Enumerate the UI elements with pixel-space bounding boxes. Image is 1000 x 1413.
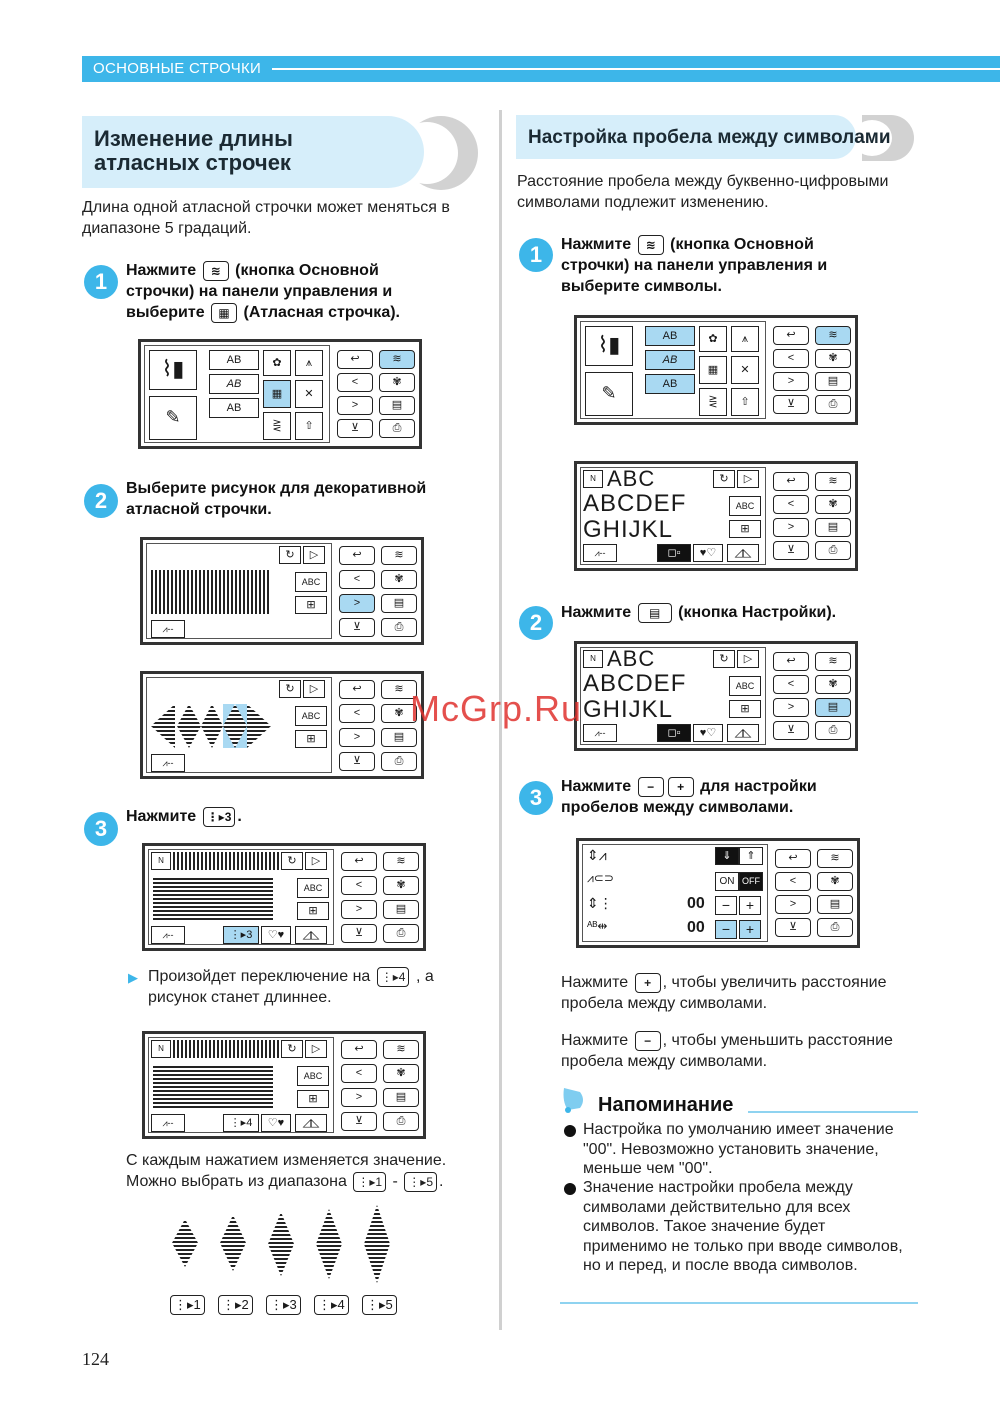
text-preview[interactable]: ABC (295, 572, 327, 592)
width-value: 00 (687, 895, 705, 912)
mirror-icon[interactable]: ▷ (303, 680, 325, 698)
title-line-1: Изменение длины (94, 126, 293, 151)
step-number-2: 2 (84, 484, 118, 518)
help-button[interactable]: ⎙ (381, 618, 417, 637)
plus-note-text-a: Нажмите (561, 974, 629, 991)
memory-button[interactable]: ⊻ (341, 924, 377, 943)
title-line-2: атласных строчек (94, 150, 291, 175)
char-row-1[interactable]: ABC (607, 466, 656, 491)
return-button[interactable]: ↩ (339, 680, 375, 699)
left-intro: Длина одной атласной строчки может меняться в диапазоне 5 градаций. (82, 199, 450, 237)
step3-text-a: Нажмите (126, 808, 197, 825)
satin-diamond-length-3 (268, 1212, 294, 1276)
mirror-icon[interactable]: ▷ (737, 650, 759, 668)
r-step1-text-a: Нажмите (561, 236, 632, 253)
memory-stitch-icon[interactable]: ⇧ (731, 388, 759, 416)
bullet-dot-2 (564, 1183, 576, 1195)
length-value: 4 (246, 1117, 253, 1129)
memory-button[interactable]: ⊻ (773, 721, 809, 740)
utility-stitch-key-icon: ≋ (638, 235, 664, 255)
length-value: 3 (246, 929, 253, 941)
settings-key-icon: ▤ (638, 603, 672, 623)
help-button[interactable]: ⎙ (383, 1112, 419, 1131)
text-preview[interactable]: ABC (729, 676, 761, 696)
section-title-left (94, 127, 293, 175)
outline-mode-button[interactable]: AB (645, 374, 695, 394)
heart-icon[interactable]: ♡♥ (261, 1114, 291, 1132)
result-text-b: , а рисунок станет длиннее. (148, 968, 434, 1006)
lcd-panel-characters (574, 461, 858, 571)
script-mode-button[interactable]: AB (645, 350, 695, 370)
plus-key-icon: + (635, 973, 661, 993)
next-page-button[interactable]: > (773, 518, 809, 537)
minus-note (561, 1030, 921, 1072)
next-page-button[interactable]: > (337, 396, 373, 415)
memo-title: Напоминание (598, 1094, 734, 1116)
satin-diamond-length-1 (172, 1219, 198, 1267)
range-note-line2 (126, 1171, 496, 1192)
return-button[interactable]: ↩ (339, 546, 375, 565)
loop-icon[interactable]: ↻ (713, 470, 735, 488)
utility-stitch-button[interactable]: ≋ (815, 472, 851, 491)
utility-stitch-button[interactable]: ≋ (815, 326, 851, 345)
stitch-length-icon[interactable]: ⌇▮ (585, 326, 633, 366)
settings-button[interactable]: ▤ (815, 698, 851, 717)
satin-stitch-key-icon: ▦ (211, 303, 237, 323)
minus-note-text-b: , чтобы уменьшить расстояние пробела между символами. (561, 1032, 893, 1070)
step-number-3: 3 (84, 812, 118, 846)
text-preview[interactable]: ABC (295, 706, 327, 726)
char-row-3[interactable]: GHIJKL (583, 696, 674, 723)
flip-icon[interactable]: ◿◺ (295, 1114, 327, 1132)
range-from: 1 (375, 1174, 383, 1189)
lcd-panel-decorative-page2 (140, 671, 424, 779)
flip-icon[interactable]: ◿◺ (727, 724, 759, 742)
flip-icon[interactable]: ◿◺ (295, 926, 327, 944)
step1-text-b: (кнопка Основной строчки) на панели управления и выберите (126, 262, 393, 321)
width-minus-button[interactable]: − (715, 896, 737, 915)
help-button[interactable]: ⎙ (379, 419, 415, 438)
stitch-length-icon[interactable]: ⌇▮ (149, 350, 197, 390)
return-button[interactable]: ↩ (341, 852, 377, 871)
satin-diamond-length-5 (364, 1205, 390, 1283)
right-step2-instruction (561, 602, 891, 623)
alphabet-mode-button[interactable]: AB (209, 350, 259, 370)
mirror-icon[interactable]: ▷ (305, 1040, 327, 1058)
length-label-4: ⋮▸4 (314, 1295, 349, 1315)
satin-diamond-length-2 (220, 1215, 246, 1271)
step-number-r1: 1 (519, 238, 553, 272)
heart-icon[interactable]: ♥♡ (693, 544, 723, 562)
spacing-value: 00 (687, 919, 705, 936)
prev-page-button[interactable]: < (773, 675, 809, 694)
range-note-line1: С каждым нажатием изменяется значение. (126, 1152, 447, 1169)
prev-page-button[interactable]: < (341, 876, 377, 895)
range-end: . (439, 1173, 444, 1190)
mirror-icon[interactable]: ▷ (305, 852, 327, 870)
satin-patterns-row[interactable] (153, 876, 273, 920)
next-page-button[interactable]: > (341, 1088, 377, 1107)
lcd-panel-stitch-select (138, 339, 422, 449)
embroidery-button[interactable]: ✾ (381, 570, 417, 589)
decorative-stitch-icon[interactable]: ✿ (263, 350, 291, 376)
help-button[interactable]: ⎙ (815, 395, 851, 414)
minus-key-icon: − (638, 777, 664, 797)
arrow-stitch-icon[interactable]: ⩚ (295, 350, 323, 376)
alphabet-mode-button[interactable]: AB (645, 326, 695, 346)
memory-stitch-icon[interactable]: ⇧ (295, 412, 323, 440)
r-step2-text-b: (кнопка Настройки). (678, 604, 837, 621)
length-label-4-value: 4 (337, 1297, 345, 1312)
right-step3-instruction (561, 776, 881, 818)
embroidery-button[interactable]: ✾ (383, 876, 419, 895)
flip-icon[interactable]: ◿◺ (727, 544, 759, 562)
width-plus-button[interactable]: + (739, 896, 761, 915)
plus-note (561, 972, 921, 1014)
length-label-5-value: 5 (385, 1297, 393, 1312)
header-rule (272, 68, 1000, 70)
length-label-5: ⋮▸5 (362, 1295, 397, 1315)
cross-stitch-icon[interactable]: ✕ (295, 380, 323, 408)
char-row-2[interactable]: ABCDEF (583, 490, 687, 517)
mirror-icon[interactable]: ▷ (303, 546, 325, 564)
settings-button[interactable]: ▤ (383, 1088, 419, 1107)
bell-icon (558, 1084, 588, 1114)
memory-button[interactable]: ⊻ (339, 752, 375, 771)
script-mode-button[interactable]: AB (209, 374, 259, 394)
prev-page-button[interactable]: < (775, 872, 811, 891)
memo-item-1: Настройка по умолчанию имеет значение "00". Невозможно установить значение, меньше чем "00". (583, 1121, 894, 1177)
stitch-preview-icon[interactable]: ⩘-- (151, 926, 185, 944)
loop-icon[interactable]: ↻ (281, 852, 303, 870)
decorative-stitch-icon[interactable]: ✿ (699, 326, 727, 352)
memory-button[interactable]: ⊻ (339, 618, 375, 637)
size-icon[interactable]: ◻▫ (657, 544, 691, 562)
tension-down-icon[interactable]: ⇓ (715, 847, 739, 865)
pattern-preview-bar (173, 852, 279, 870)
embroidery-button[interactable]: ✾ (379, 373, 415, 392)
r-step1-text-b: (кнопка Основной строчки) на панели управления и выберите символы. (561, 236, 828, 295)
prev-page-button[interactable]: < (339, 570, 375, 589)
edit-icon[interactable]: ⊞ (295, 596, 327, 614)
r-step3-text-b: для настройки пробелов между символами. (561, 778, 817, 816)
edit-icon[interactable]: ⊞ (297, 1090, 329, 1108)
utility-stitch-button[interactable]: ≋ (379, 350, 415, 369)
memo-title-rule (748, 1111, 918, 1113)
utility-stitch-button[interactable]: ≋ (383, 852, 419, 871)
sewing-foot-icon: ✎ (585, 372, 633, 416)
result-arrow-icon: ▶ (128, 970, 138, 985)
step-number-r2: 2 (519, 606, 553, 640)
off-button[interactable]: OFF (739, 872, 763, 891)
section-title-right: Настройка пробела между символами (528, 127, 891, 148)
needle-mode-icon[interactable]: N (151, 852, 171, 870)
edit-icon[interactable]: ⊞ (295, 730, 327, 748)
char-row-3[interactable]: GHIJKL (583, 516, 674, 543)
help-button[interactable]: ⎙ (381, 752, 417, 771)
next-page-button[interactable]: > (775, 895, 811, 914)
lcd-panel-characters-settings (574, 641, 858, 751)
help-button[interactable]: ⎙ (815, 541, 851, 560)
next-page-button[interactable]: > (339, 594, 375, 613)
edit-icon[interactable]: ⊞ (729, 520, 761, 538)
next-page-button[interactable]: > (773, 372, 809, 391)
plus-key-icon: + (668, 777, 694, 797)
settings-button[interactable]: ▤ (379, 396, 415, 415)
text-preview[interactable]: ABC (297, 878, 329, 898)
minus-key-icon: − (635, 1031, 661, 1051)
settings-button[interactable]: ▤ (381, 728, 417, 747)
text-preview[interactable]: ABC (297, 1066, 329, 1086)
lcd-panel-stitch-select-right (574, 315, 858, 425)
stitch-preview-icon[interactable]: ⩘-- (151, 1114, 185, 1132)
return-button[interactable]: ↩ (337, 350, 373, 369)
spacing-plus-button[interactable]: + (739, 920, 761, 939)
stitch-preview-icon[interactable]: ⩘-- (583, 724, 617, 742)
prev-page-button[interactable]: < (773, 349, 809, 368)
range-note (126, 1150, 496, 1192)
text-preview[interactable]: ABC (729, 496, 761, 516)
return-button[interactable]: ↩ (773, 326, 809, 345)
embroidery-button[interactable]: ✾ (383, 1064, 419, 1083)
step2-instruction: Выберите рисунок для декоративной атласной строчки. (126, 480, 427, 518)
watermark: McGrp.Ru (410, 688, 583, 729)
range-dash: - (392, 1173, 398, 1190)
range-note-text: Можно выбрать из диапазона (126, 1173, 347, 1190)
embroidery-button[interactable]: ✾ (381, 704, 417, 723)
loop-icon[interactable]: ↻ (281, 1040, 303, 1058)
result-text (148, 966, 478, 1008)
embroidery-button[interactable]: ✾ (815, 675, 851, 694)
embroidery-button[interactable]: ✾ (817, 872, 853, 891)
satin-patterns-row[interactable] (153, 1064, 273, 1108)
loop-icon[interactable]: ↻ (279, 546, 301, 564)
thread-cutter-icon: ⩘⊂⊃ (587, 871, 614, 885)
pattern-preview-bar (173, 1040, 279, 1058)
result-text-a: Произойдет переключение на (148, 968, 371, 985)
on-button[interactable]: ON (715, 872, 739, 891)
length4-key-icon: ⋮▸4 (377, 967, 410, 987)
edit-icon[interactable]: ⊞ (297, 902, 329, 920)
help-button[interactable]: ⎙ (815, 721, 851, 740)
right-step1-instruction (561, 234, 871, 297)
loop-icon[interactable]: ↻ (279, 680, 301, 698)
outline-mode-button[interactable]: AB (209, 398, 259, 418)
step-number-1: 1 (84, 265, 118, 299)
return-button[interactable]: ↩ (341, 1040, 377, 1059)
right-intro: Расстояние пробела между буквенно-цифровыми символами подлежит изменению. (517, 173, 889, 211)
length-button[interactable]: ⋮▸3 (223, 926, 259, 944)
arrow-stitch-icon[interactable]: ⩚ (731, 326, 759, 352)
length-label-3-value: 3 (289, 1297, 297, 1312)
tension-up-icon[interactable]: ⇑ (739, 847, 763, 865)
utility-stitch-button[interactable]: ≋ (381, 680, 417, 699)
page-number: 124 (82, 1349, 109, 1369)
length-label-3: ⋮▸3 (266, 1295, 301, 1315)
memo-item-2: Значение настройки пробела между символами действительно для всех символов. Такое значение будет применимо не только при вводе символов, но и перед, и после ввода символов. (583, 1179, 903, 1274)
width-icon: ⇕⋮ (587, 895, 613, 911)
prev-page-button[interactable]: < (337, 373, 373, 392)
chapter-title: ОСНОВНЫЕ СТРОЧКИ (93, 60, 262, 77)
needle-mode-icon[interactable]: N (151, 1040, 171, 1058)
step1-text-c: (Атласная строчка). (243, 304, 400, 321)
settings-button[interactable]: ▤ (817, 895, 853, 914)
length4-key-value: 4 (398, 969, 406, 984)
heart-icon[interactable]: ♡♥ (261, 926, 291, 944)
utility-stitch-button[interactable]: ≋ (815, 652, 851, 671)
zigzag-stitch-icon[interactable]: ⋛ (263, 412, 291, 440)
help-button[interactable]: ⎙ (817, 918, 853, 937)
memory-button[interactable]: ⊻ (775, 918, 811, 937)
length-label-2-value: 2 (241, 1297, 249, 1312)
length5-key-icon: ⋮▸5 (404, 1172, 437, 1192)
length1-key-icon: ⋮▸1 (353, 1172, 386, 1192)
zigzag-stitch-icon[interactable]: ⋛ (699, 388, 727, 416)
prev-page-button[interactable]: < (339, 704, 375, 723)
length-label-1: ⋮▸1 (170, 1295, 205, 1315)
step3-instruction (126, 806, 242, 827)
char-spacing-icon: ᴬᴮ⇹ (587, 919, 608, 933)
loop-icon[interactable]: ↻ (713, 650, 735, 668)
stitch-preview-icon[interactable]: ⩘-- (151, 754, 185, 772)
satin-stitch-icon[interactable]: ▦ (699, 356, 727, 384)
utility-stitch-button[interactable]: ≋ (381, 546, 417, 565)
next-page-button[interactable]: > (773, 698, 809, 717)
sewing-foot-icon: ✎ (149, 396, 197, 440)
return-button[interactable]: ↩ (773, 652, 809, 671)
lcd-panel-length-3 (142, 843, 426, 951)
step3-text-b: . (237, 808, 242, 825)
memory-button[interactable]: ⊻ (773, 541, 809, 560)
range-to: 5 (426, 1174, 434, 1189)
length-button[interactable]: ⋮▸4 (223, 1114, 259, 1132)
spacing-minus-button[interactable]: − (715, 920, 737, 939)
lcd-panel-length-4 (142, 1031, 426, 1139)
needle-mode-icon[interactable]: N (583, 650, 603, 668)
memory-button[interactable]: ⊻ (337, 419, 373, 438)
satin-stitch-icon[interactable]: ▦ (263, 380, 291, 408)
stitch-preview-icon[interactable]: ⩘-- (151, 620, 185, 638)
length-label-1-value: 1 (193, 1297, 201, 1312)
size-icon[interactable]: ◻▫ (657, 724, 691, 742)
settings-button[interactable]: ▤ (383, 900, 419, 919)
utility-stitch-button[interactable]: ≋ (817, 849, 853, 868)
settings-button[interactable]: ▤ (381, 594, 417, 613)
bullet-dot-1 (564, 1125, 576, 1137)
char-row-2[interactable]: ABCDEF (583, 670, 687, 697)
edit-icon[interactable]: ⊞ (729, 700, 761, 718)
length-key-icon: ⋮▸3 (203, 807, 236, 827)
minus-note-text-a: Нажмите (561, 1032, 629, 1049)
help-button[interactable]: ⎙ (383, 924, 419, 943)
embroidery-button[interactable]: ✾ (815, 349, 851, 368)
prev-page-button[interactable]: < (341, 1064, 377, 1083)
plus-note-text-b: , чтобы увеличить расстояние пробела между символами. (561, 974, 887, 1012)
memo-bottom-rule (560, 1302, 918, 1304)
tension-icon: ⇕⩘ (587, 847, 607, 863)
length-label-2: ⋮▸2 (218, 1295, 253, 1315)
next-page-button[interactable]: > (339, 728, 375, 747)
needle-mode-icon[interactable]: N (583, 470, 603, 488)
memory-button[interactable]: ⊻ (773, 395, 809, 414)
memory-button[interactable]: ⊻ (341, 1112, 377, 1131)
return-button[interactable]: ↩ (775, 849, 811, 868)
heart-icon[interactable]: ♥♡ (693, 724, 723, 742)
char-row-1[interactable]: ABC (607, 646, 656, 671)
next-page-button[interactable]: > (341, 900, 377, 919)
step-number-r3: 3 (519, 781, 553, 815)
cross-stitch-icon[interactable]: ✕ (731, 356, 759, 384)
r-step2-text-a: Нажмите (561, 604, 632, 621)
utility-stitch-button[interactable]: ≋ (383, 1040, 419, 1059)
settings-button[interactable]: ▤ (815, 372, 851, 391)
mirror-icon[interactable]: ▷ (737, 470, 759, 488)
satin-diamond-length-4 (316, 1209, 342, 1279)
lcd-panel-decorative-page1 (140, 537, 424, 645)
return-button[interactable]: ↩ (773, 472, 809, 491)
satin-patterns-row[interactable] (151, 570, 271, 614)
stitch-preview-icon[interactable]: ⩘-- (583, 544, 617, 562)
settings-button[interactable]: ▤ (815, 518, 851, 537)
step1-instruction (126, 260, 426, 323)
r-step3-text-a: Нажмите (561, 778, 632, 795)
utility-stitch-key-icon: ≋ (203, 261, 229, 281)
lcd-panel-spacing-settings (576, 838, 860, 948)
prev-page-button[interactable]: < (773, 495, 809, 514)
length-key-value: 3 (224, 809, 232, 824)
step1-text-a: Нажмите (126, 262, 197, 279)
embroidery-button[interactable]: ✾ (815, 495, 851, 514)
